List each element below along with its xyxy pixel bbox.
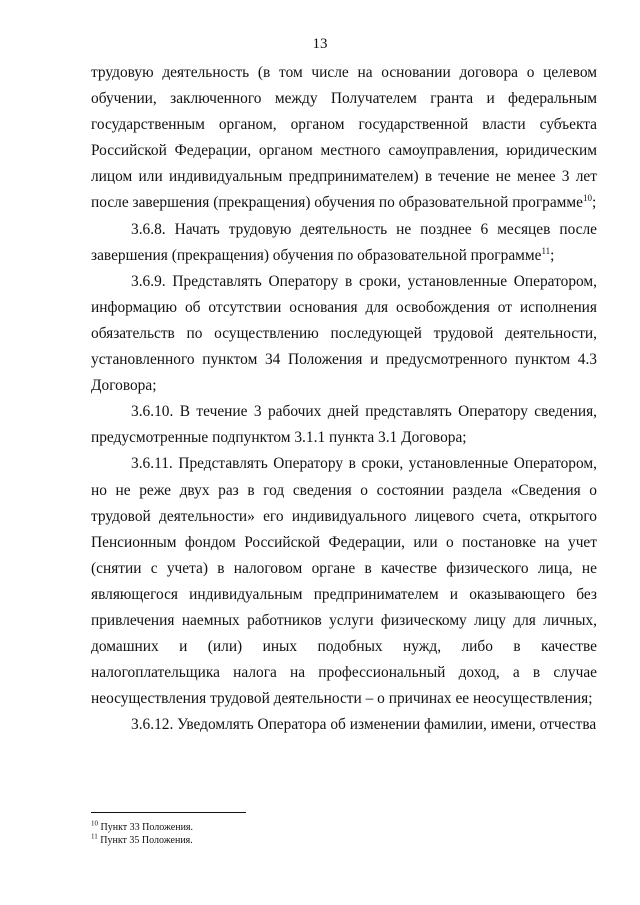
footnotes [91, 819, 597, 847]
paragraph-3-6-8 [91, 217, 597, 269]
paragraph-text: 3.6.8. Начать трудовую деятельность не позднее 6 месяцев после завершения (прекращения) обучения по образовательной программе [91, 220, 597, 264]
paragraph-3-6-10: 3.6.10. В течение 3 рабочих дней представлять Оператору сведения, предусмотренные подпунктом 3.1.1 пункта 3.1 Договора; [91, 403, 597, 447]
paragraph-punctuation: ; [591, 194, 597, 212]
paragraph-3-6-11: 3.6.11. Представлять Оператору в сроки, установленные Оператором, но не реже двух раз в год сведения о состоянии раздела «Сведения о трудовой деятельности» его индивидуального лицевого счета, открытого Пенсионным фондом Российской Федерации, или о постановке на учет (снятии с учета) в налоговом органе в качестве физического лица, не являющегося индивидуальным предпринимателем и оказывающего без привлечения наемных работников услуги физическому лицу для личных, домашних и (или) иных подобных нужд, либо в качестве налогоплательщика налога на профессиональный доход, а в случае неосуществления трудовой деятельности – о причинах ее неосуществления; [91, 455, 597, 708]
paragraph-punctuation: ; [550, 246, 555, 264]
footnote-ref-10: 10 [582, 193, 592, 204]
paragraph-3-6-9: 3.6.9. Представлять Оператору в сроки, установленные Оператором, информацию об отсутствии основания для освобождения от исполнения обязательств по осуществлению последующей трудовой деятельности, установленного пунктом 34 Положения и предусмотренного пунктом 4.3 Договора; [91, 272, 597, 395]
paragraph-text: трудовую деятельность (в том числе на основании договора о целевом обучении, заключенного между Получателем гранта и федеральным государственным органом, органом государственной власти субъекта Российской Федерации, органом местного самоуправления, юридическим лицом или индивидуальным предпринимателем) в течение не менее 3 лет после завершения (прекращения) обучения по образовательной программе [91, 64, 597, 212]
footnote-text: Пункт 35 Положения. [97, 834, 193, 846]
footnote-10 [91, 819, 597, 835]
paragraph-3-6-12: 3.6.12. Уведомлять Оператора об изменении фамилии, имени, отчества [131, 716, 597, 734]
footnote-text: Пункт 33 Положения. [98, 822, 194, 833]
footnote-11 [91, 832, 597, 848]
footnote-mark: 10 [91, 819, 98, 828]
footnote-ref-11: 11 [541, 245, 551, 256]
paragraph-continuation [91, 60, 597, 217]
footnote-mark: 11 [91, 832, 98, 841]
footnote-divider [91, 812, 246, 813]
page-number: 13 [312, 36, 328, 52]
document-body [91, 60, 597, 738]
